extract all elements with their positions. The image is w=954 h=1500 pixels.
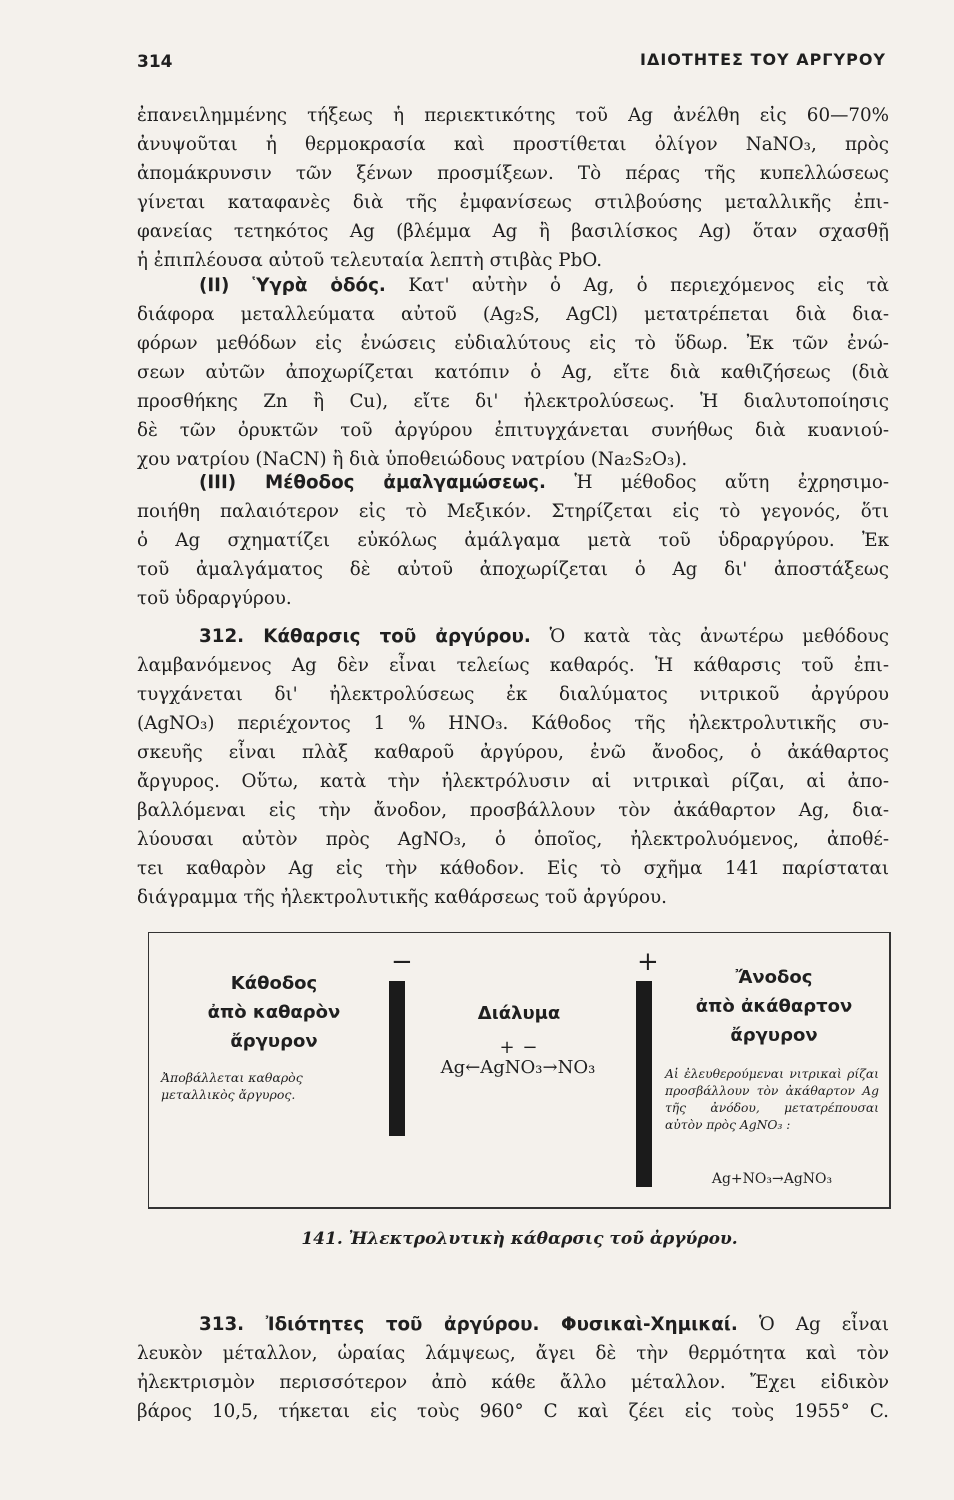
paragraph-wet-method: [137, 271, 889, 474]
text-line: φόρων μεθόδων εἰς ἐνώσεις εὐδιαλύτους εἰς τὸ ὕδωρ. Ἐκ τῶν ἐνώ-: [137, 333, 889, 354]
text-line: ἀπομάκρυνσιν τῶν ξένων προσμίξεων. Τὸ πέρας τῆς κυπελλώσεως: [137, 163, 889, 184]
page-number: 314: [137, 52, 173, 72]
anode-note: Αἱ ἐλευθερούμεναι νιτρικαὶ ρίζαι προσβάλλουν τὸν ἀκάθαρτον Ag τῆς ἀνόδου, μετατρέπουσαι αὐτὸν πρὸς AgNO₃ :: [665, 1067, 879, 1132]
anode-label: [669, 963, 879, 1050]
text-span: Ἡ μέθοδος αὕτη ἐχρησιμο-: [574, 472, 890, 493]
text-line: λευκὸν μέταλλον, ὡραίας λάμψεως, ἄγει δὲ τὴν θερμότητα καὶ τὸν: [137, 1343, 889, 1364]
plus-sign: +: [637, 947, 659, 977]
text-line: ἠλεκτρισμὸν περισσότερον ἀπὸ κάθε ἄλλο μέταλλον. Ἔχει εἰδικὸν: [137, 1372, 889, 1393]
figure-caption: 141. Ἠλεκτρολυτικὴ κάθαρσις τοῦ ἀργύρου.: [301, 1229, 738, 1249]
paragraph-cupellation: [137, 101, 889, 275]
text-line: [137, 468, 889, 497]
text-span: Ὁ κατὰ τὰς ἀνωτέρω μεθόδους: [549, 626, 890, 647]
text-line: φανείας τετηκότος Ag (βλέμμα Ag ἢ βασιλίσκος Ag) ὅταν σχασθῇ: [137, 221, 889, 242]
label-line: Ἄνοδος: [735, 967, 813, 988]
text-line: [137, 1310, 889, 1339]
label-line: ἄργυρον: [730, 1025, 818, 1046]
text-line: [137, 271, 889, 300]
text-line: ἡ ἐπιπλέουσα αὐτοῦ τελευταία λεπτὴ στιβὰς PbO.: [137, 250, 603, 271]
text-line: διάγραμμα τῆς ἠλεκτρολυτικῆς καθάρσεως τοῦ ἀργύρου.: [137, 887, 667, 908]
text-line: δὲ τῶν ὀρυκτῶν τοῦ ἀργύρου ἐπιτυγχάνεται συνήθως διὰ κυανιού-: [137, 420, 889, 441]
text-line: ἄργυρος. Οὕτω, κατὰ τὴν ἠλεκτρόλυσιν αἱ νιτρικαὶ ρίζαι, αἱ ἀπο-: [137, 771, 889, 792]
cathode-plate: [389, 981, 405, 1136]
text-line: τυγχάνεται δι' ἠλεκτρολύσεως ἐκ διαλύματος νιτρικοῦ ἀργύρου: [137, 684, 889, 705]
text-line: τοῦ ὑδραργύρου.: [137, 588, 292, 609]
text-span: Ὁ Ag εἶναι: [758, 1314, 890, 1335]
running-title: ΙΔΙΟΤΗΤΕΣ ΤΟΥ ΑΡΓΥΡΟΥ: [639, 50, 886, 69]
section-heading: (ΙΙΙ) Μέθοδος ἀμαλγαμώσεως.: [199, 472, 546, 493]
section-heading: 313. Ἰδιότητες τοῦ ἀργύρου. Φυσικαὶ-Χημικαί.: [199, 1314, 738, 1335]
text-line: γίνεται καταφανὲς διὰ τῆς ἐμφανίσεως στιλβούσης μεταλλικῆς ἐπι-: [137, 192, 889, 213]
text-line: βαλλόμεναι εἰς τὴν ἄνοδον, προσβάλλουν τὸν ἀκάθαρτον Ag, δια-: [137, 800, 889, 821]
text-line: χου νατρίου (NaCN) ἢ διὰ ὑποθειώδους νατρίου (Na₂S₂O₃).: [137, 449, 688, 470]
text-line: βάρος 10,5, τήκεται εἰς τοὺς 960° C καὶ ζέει εἰς τοὺς 1955° C.: [137, 1401, 889, 1422]
cathode-label: [189, 969, 359, 1056]
text-line: σκευῆς εἶναι πλὰξ καθαροῦ ἀργύρου, ἐνῶ ἄνοδος, ὁ ἀκάθαρτος: [137, 742, 889, 763]
note-line: μεταλλικὸς ἄργυρος.: [161, 1087, 296, 1102]
text-line: σεων αὐτῶν ἀποχωρίζεται κατόπιν ὁ Ag, εἴτε διὰ καθιζήσεως (διὰ: [137, 362, 889, 383]
text-line: ἐπανειλημμένης τήξεως ἡ περιεκτικότης τοῦ Ag ἀνέλθη εἰς 60—70%: [137, 105, 889, 126]
note-line: Ἀποβάλλεται καθαρὸς: [161, 1070, 303, 1085]
anode-equation: Ag+NO₃→AgNO₃: [711, 1171, 833, 1187]
text-line: διάφορα μεταλλεύματα αὐτοῦ (Ag₂S, AgCl) μετατρέπεται διὰ δια-: [137, 304, 889, 325]
text-line: [137, 622, 889, 651]
section-heading: (ΙΙ) Ὑγρὰ ὁδός.: [199, 275, 386, 296]
text-span: Κατ' αὐτὴν ὁ Ag, ὁ περιεχόμενος εἰς τὰ: [408, 275, 889, 296]
text-line: τοῦ ἀμαλγάματος δὲ αὐτοῦ ἀποχωρίζεται ὁ Ag δι' ἀποστάξεως: [137, 559, 889, 580]
cathode-note: [161, 1069, 386, 1103]
label-line: Κάθοδος: [230, 973, 318, 994]
paragraph-properties: [137, 1310, 889, 1426]
electrolysis-diagram: [148, 932, 891, 1209]
text-line: προσθήκης Zn ἢ Cu), εἴτε δι' ἠλεκτρολύσεως. Ἡ διαλυτοποίησις: [137, 391, 889, 412]
label-line: ἀπὸ ἀκάθαρτον: [695, 996, 853, 1017]
text-line: λύουσαι αὐτὸν πρὸς AgNO₃, ὁ ὁποῖος, ἠλεκτρολυόμενος, ἀποθέ-: [137, 829, 889, 850]
paragraph-amalgamation: [137, 468, 889, 613]
paragraph-silver-refining: [137, 622, 889, 912]
solution-label: Διάλυμα: [477, 1003, 561, 1024]
label-line: ἀπὸ καθαρὸν: [207, 1002, 341, 1023]
ion-charges: + −: [499, 1037, 539, 1058]
minus-sign: −: [391, 947, 413, 977]
text-line: ἀνυψοῦται ἡ θερμοκρασία καὶ προστίθεται ὀλίγον NaNO₃, πρὸς: [137, 134, 889, 155]
text-line: ὁ Ag σχηματίζει εὐκόλως ἀμάλγαμα μετὰ τοῦ ὑδραργύρου. Ἐκ: [137, 530, 889, 551]
text-line: ποιήθη παλαιότερον εἰς τὸ Μεξικόν. Στηρίζεται εἰς τὸ γεγονός, ὅτι: [137, 501, 889, 522]
text-line: (AgNO₃) περιέχοντος 1 % HNO₃. Κάθοδος τῆς ἠλεκτρολυτικῆς συ-: [137, 713, 889, 734]
anode-plate: [636, 981, 652, 1187]
text-line: λαμβανόμενος Ag δὲν εἶναι τελείως καθαρός. Ἡ κάθαρσις τοῦ ἐπι-: [137, 655, 889, 676]
text-line: τει καθαρὸν Ag εἰς τὴν κάθοδον. Εἰς τὸ σχῆμα 141 παρίσταται: [137, 858, 889, 879]
label-line: ἄργυρον: [230, 1031, 318, 1052]
section-heading: 312. Κάθαρσις τοῦ ἀργύρου.: [199, 626, 531, 647]
dissociation-equation: Ag←AgNO₃→NO₃: [440, 1057, 596, 1078]
